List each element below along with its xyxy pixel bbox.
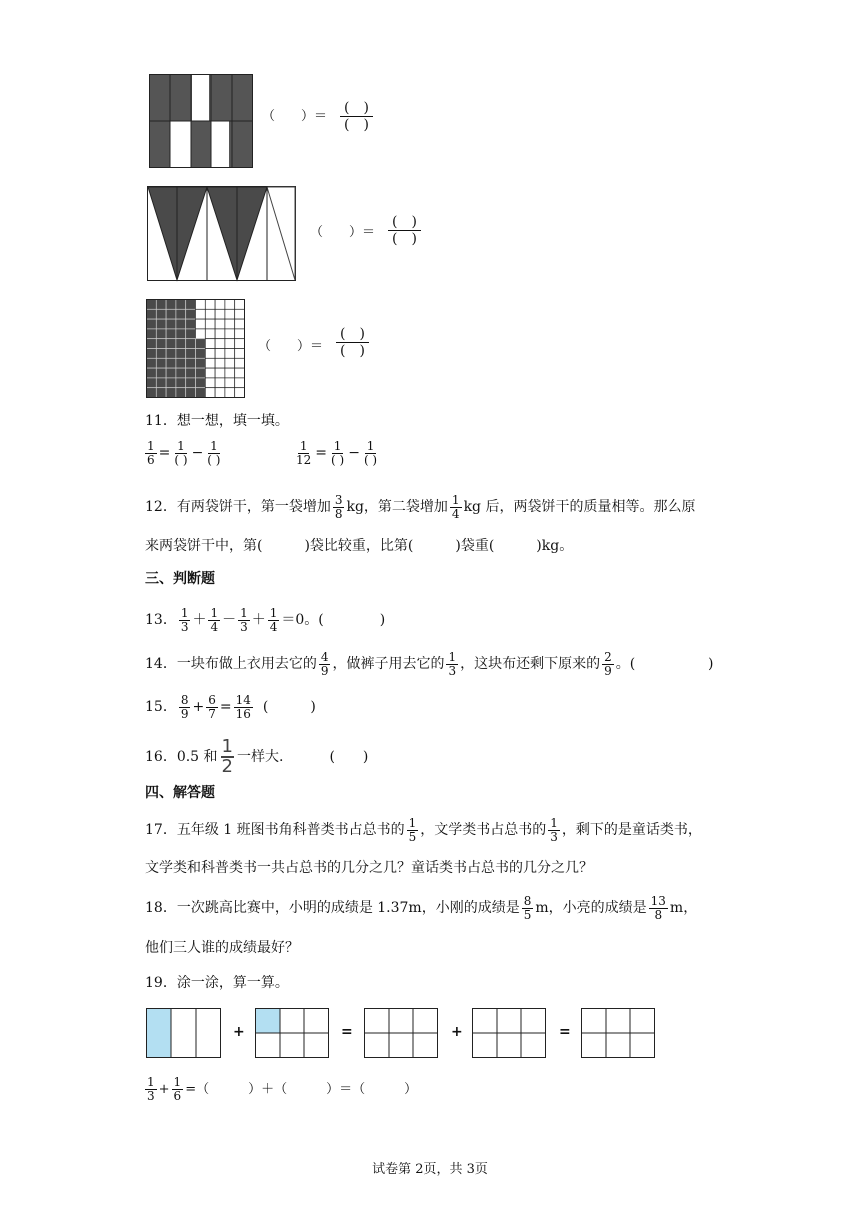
grid-cell bbox=[176, 388, 186, 398]
grid-cell bbox=[196, 329, 206, 339]
grid-cell bbox=[225, 319, 235, 329]
grid-cell bbox=[186, 358, 196, 368]
grid-cell bbox=[215, 388, 225, 398]
grid-cell bbox=[186, 378, 196, 388]
grid-cell bbox=[205, 300, 215, 310]
grid-cell bbox=[235, 349, 245, 359]
grid-cell bbox=[147, 329, 157, 339]
blank-bar-2[interactable] bbox=[472, 1008, 548, 1060]
grid-cell bbox=[235, 358, 245, 368]
grid-cell bbox=[215, 309, 225, 319]
grid-cell bbox=[205, 319, 215, 329]
grid-cell bbox=[235, 300, 245, 310]
grid-cell bbox=[166, 319, 176, 329]
grid-cell bbox=[176, 339, 186, 349]
figure-1-fraction bbox=[340, 100, 373, 133]
grid-cell bbox=[166, 329, 176, 339]
answer-blank[interactable]: =（ ）＋（ ）＝（ ） bbox=[185, 1081, 418, 1097]
grid-cell bbox=[147, 349, 157, 359]
grid-cell bbox=[196, 388, 206, 398]
plus-sign: + bbox=[451, 1024, 463, 1040]
answer-blank[interactable]: （ ）＝ bbox=[310, 225, 376, 240]
grid-cell bbox=[176, 329, 186, 339]
question-15: 15． $\frac{8}{9}$ + $\frac{6}{7}$ = $\frac{14}{16}$ ( ) bbox=[145, 693, 316, 721]
grid-cell bbox=[205, 358, 215, 368]
grid-cell bbox=[215, 378, 225, 388]
grid-cell bbox=[225, 378, 235, 388]
grid-cell bbox=[156, 358, 166, 368]
grid-cell bbox=[166, 349, 176, 359]
answer-blank[interactable]: （ ）＝ bbox=[262, 109, 328, 124]
grid-cell bbox=[156, 329, 166, 339]
section-heading-solve: 四、解答题 bbox=[145, 785, 215, 801]
figure-2-fraction bbox=[388, 214, 421, 247]
grid-cell bbox=[147, 388, 157, 398]
bar-thirds bbox=[146, 1008, 224, 1060]
question-12: 12．有两袋饼干，第一袋增加 $\frac{3}{8}$ kg，第二袋增加 $\frac{1}{4}$ kg 后，两袋饼干的质量相等。那么原 bbox=[145, 493, 696, 521]
grid-cell bbox=[186, 368, 196, 378]
page-footer: 试卷第 2页，共 3页 bbox=[372, 1162, 488, 1177]
question-17: 17．五年级 1 班图书角科普类书占总书的 $\frac{1}{5}$ ，文学类书占总书的 $\frac{1}{3}$ ，剩下的是童话类书， bbox=[145, 816, 702, 844]
grid-cell bbox=[225, 368, 235, 378]
question-13: 13． $\frac{1}{3}$ ＋ $\frac{1}{4}$ － $\frac{1}{3}$ ＋ $\frac{1}{4}$ ＝0。( ) bbox=[145, 606, 386, 634]
question-19: 19．涂一涂，算一算。 bbox=[145, 975, 289, 991]
grid-cell bbox=[225, 388, 235, 398]
answer-blank[interactable]: （ ）＝ bbox=[258, 339, 324, 354]
grid-cell bbox=[225, 309, 235, 319]
denominator-blank[interactable]: ( ) bbox=[340, 343, 365, 360]
grid-cell bbox=[176, 349, 186, 359]
grid-cell bbox=[166, 309, 176, 319]
figure-3-fraction bbox=[336, 326, 369, 359]
grid-cell bbox=[186, 339, 196, 349]
grid-cell bbox=[147, 358, 157, 368]
question-12-line-2[interactable]: 来两袋饼干中，第( )袋比较重，比第( )袋重( )kg。 bbox=[145, 538, 574, 554]
grid-cell bbox=[235, 319, 245, 329]
grid-cell bbox=[215, 329, 225, 339]
grid-cell bbox=[166, 388, 176, 398]
denominator-blank[interactable]: ( ) bbox=[174, 452, 188, 467]
grid-cell bbox=[156, 378, 166, 388]
figure-hundred-grid bbox=[146, 299, 246, 399]
grid-cell bbox=[215, 319, 225, 329]
grid-cell bbox=[147, 378, 157, 388]
grid-cell bbox=[147, 319, 157, 329]
question-16: 16．0.5 和 1 2 一样大. ( ) bbox=[145, 736, 369, 777]
grid-cell bbox=[196, 358, 206, 368]
figure-3-answer bbox=[258, 340, 323, 353]
grid-cell bbox=[196, 339, 206, 349]
grid-cell bbox=[196, 349, 206, 359]
grid-cell bbox=[196, 300, 206, 310]
question-17-line-2: 文学类和科普类书一共占总书的几分之几？童话类书占总书的几分之几？ bbox=[145, 860, 593, 876]
answer-blank[interactable]: 。( bbox=[615, 656, 636, 673]
grid-cell bbox=[215, 300, 225, 310]
grid-cell bbox=[225, 339, 235, 349]
grid-cell bbox=[215, 358, 225, 368]
grid-cell bbox=[235, 309, 245, 319]
grid-cell bbox=[215, 339, 225, 349]
figure-2-answer bbox=[310, 226, 375, 239]
question-18-line-2: 他们三人谁的成绩最好？ bbox=[145, 940, 299, 956]
blank-bar-3[interactable] bbox=[581, 1008, 657, 1060]
grid-cell bbox=[147, 300, 157, 310]
plus-sign: + bbox=[233, 1024, 245, 1040]
grid-cell bbox=[156, 368, 166, 378]
figure-1-answer bbox=[262, 110, 327, 123]
grid-cell bbox=[186, 300, 196, 310]
grid-cell bbox=[196, 378, 206, 388]
grid-cell bbox=[166, 368, 176, 378]
grid-cell bbox=[205, 388, 215, 398]
grid-cell bbox=[156, 309, 166, 319]
grid-cell bbox=[156, 319, 166, 329]
section-heading-judgement: 三、判断题 bbox=[145, 571, 215, 587]
denominator-blank[interactable]: ( ) bbox=[392, 231, 417, 248]
denominator-blank[interactable]: ( ) bbox=[207, 452, 221, 467]
figure-triangles bbox=[147, 186, 297, 282]
numerator-blank[interactable]: ( ) bbox=[336, 326, 369, 343]
grid-cell bbox=[147, 339, 157, 349]
grid-cell bbox=[235, 368, 245, 378]
grid-cell bbox=[235, 388, 245, 398]
grid-cell bbox=[166, 300, 176, 310]
answer-blank-close: ) bbox=[708, 656, 714, 672]
grid-cell bbox=[176, 368, 186, 378]
grid-cell bbox=[176, 378, 186, 388]
grid-cell bbox=[225, 329, 235, 339]
grid-cell bbox=[235, 339, 245, 349]
grid-cell bbox=[186, 349, 196, 359]
grid-cell bbox=[176, 319, 186, 329]
grid-cell bbox=[225, 300, 235, 310]
grid-cell bbox=[225, 349, 235, 359]
numerator-blank[interactable]: ( ) bbox=[388, 214, 421, 231]
grid-cell bbox=[235, 329, 245, 339]
grid-cell bbox=[196, 309, 206, 319]
answer-blank[interactable]: ( ) bbox=[329, 749, 369, 765]
q11-equation-2: $\frac{1}{12}$ = $\frac{1}{( )}$ − $\frac{1}{( )}$ bbox=[296, 439, 378, 467]
question-14: 14．一块布做上衣用去它的 $\frac{4}{9}$ ，做裤子用去它的 $\frac{1}{3}$ ，这块布还剩下原来的 $\frac{2}{9}$ 。( bbox=[145, 650, 636, 678]
grid-cell bbox=[156, 349, 166, 359]
grid-cell bbox=[186, 388, 196, 398]
grid-cell bbox=[156, 339, 166, 349]
equals-sign: = bbox=[341, 1024, 353, 1040]
grid-cell bbox=[147, 309, 157, 319]
question-18: 18．一次跳高比赛中，小明的成绩是 1.37m，小刚的成绩是 $\frac{8}{5}$ m，小亮的成绩是 $\frac{13}{8}$ m， bbox=[145, 894, 698, 922]
grid-cell bbox=[196, 319, 206, 329]
question-11: 11．想一想，填一填。 bbox=[145, 413, 289, 429]
grid-cell bbox=[186, 309, 196, 319]
grid-cell bbox=[166, 378, 176, 388]
grid-cell bbox=[166, 358, 176, 368]
grid-cell bbox=[166, 339, 176, 349]
answer-blank[interactable]: ( ) bbox=[262, 699, 316, 716]
grid-cell bbox=[176, 358, 186, 368]
grid-cell bbox=[196, 368, 206, 378]
denominator-blank[interactable]: ( ) bbox=[363, 452, 378, 467]
equals-sign: = bbox=[559, 1024, 571, 1040]
grid-cell bbox=[205, 329, 215, 339]
grid-cell bbox=[225, 358, 235, 368]
grid-cell bbox=[156, 388, 166, 398]
denominator-blank[interactable]: ( ) bbox=[344, 117, 369, 134]
answer-blank[interactable]: ＝0。( ) bbox=[281, 612, 386, 629]
grid-cell bbox=[205, 309, 215, 319]
grid-cell bbox=[205, 368, 215, 378]
grid-cell bbox=[176, 309, 186, 319]
bar-sixths bbox=[255, 1008, 331, 1060]
grid-cell bbox=[205, 349, 215, 359]
grid-cell bbox=[147, 368, 157, 378]
q19-calculation: $\frac{1}{3}$ + $\frac{1}{6}$ =（ ）＋（ ）＝（ ） bbox=[147, 1075, 418, 1103]
numerator-blank[interactable]: ( ) bbox=[340, 100, 373, 117]
grid-cell bbox=[156, 300, 166, 310]
grid-cell bbox=[235, 378, 245, 388]
blank-bar-1[interactable] bbox=[364, 1008, 440, 1060]
grid-cell bbox=[215, 349, 225, 359]
grid-cell bbox=[215, 368, 225, 378]
grid-cell bbox=[186, 329, 196, 339]
grid-cell bbox=[205, 378, 215, 388]
grid-cell bbox=[186, 319, 196, 329]
denominator-blank[interactable]: ( ) bbox=[331, 452, 345, 467]
figure-rect-columns bbox=[149, 74, 255, 170]
grid-cell bbox=[176, 300, 186, 310]
grid-cell bbox=[205, 339, 215, 349]
q11-equation-1: $\frac{1}{6}$ = $\frac{1}{( )}$ − $\frac{1}{( )}$ bbox=[147, 439, 221, 467]
